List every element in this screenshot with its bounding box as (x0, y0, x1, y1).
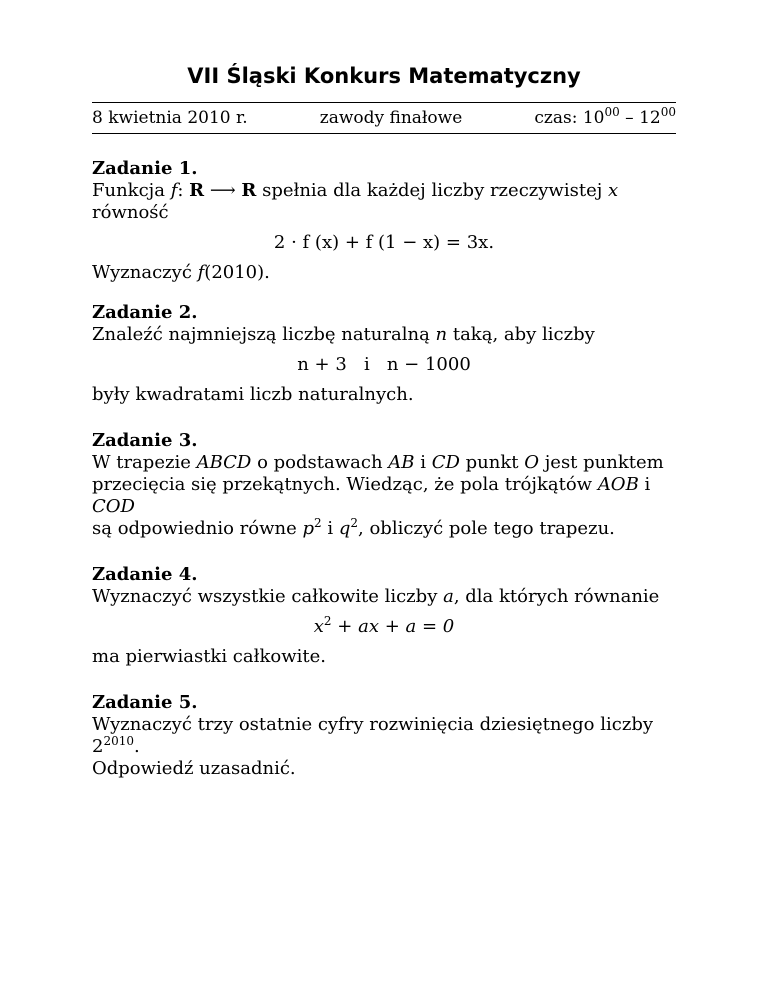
task-2 (92, 302, 676, 406)
task-title: Zadanie 1. (92, 158, 198, 179)
task-question: były kwadratami liczb naturalnych. (92, 384, 414, 405)
task-text: Znaleźć najmniejszą liczbę naturalną n taką, aby liczby (92, 324, 595, 345)
task-question: ma pierwiastki całkowite. (92, 646, 326, 667)
header-meta (92, 103, 676, 133)
task-text: Wyznaczyć wszystkie całkowite liczby a, dla których równanie (92, 586, 660, 607)
task-4 (92, 564, 676, 668)
task-title: Zadanie 5. (92, 692, 198, 713)
exam-time: czas: $10^{00} - 12^{00}$ (534, 105, 676, 128)
task-5 (92, 692, 676, 780)
task-text: W trapezie ABCD o podstawach AB i CD punkt O jest punktem przecięcia się przekątnych. Wiedząc, że pola trójkątów AOB i COD są odpowiednio równe $p^2$ i $q^2$, obliczyć pole tego trapezu. (92, 452, 664, 539)
task-title: Zadanie 4. (92, 564, 198, 585)
task-title: Zadanie 2. (92, 302, 198, 323)
task-3 (92, 430, 676, 540)
task-1 (92, 158, 676, 284)
task-formula: n + 3 i n − 1000 (297, 354, 471, 375)
page-title: VII Śląski Konkurs Matematyczny (187, 64, 581, 88)
task-question: Wyznaczyć f(2010). (92, 262, 270, 283)
task-formula: 2 · f (x) + f (1 − x) = 3x. (273, 232, 495, 253)
document-page (92, 62, 676, 780)
task-text: Wyznaczyć trzy ostatnie cyfry rozwinięcia dziesiętnego liczby $2^{2010}$. Odpowiedź uzasadnić. (92, 714, 654, 779)
exam-date: 8 kwietnia 2010 r. (92, 108, 248, 128)
task-formula: $x^2$ + ax + a = 0 (313, 614, 455, 637)
task-text: Funkcja f: R ⟶ R spełnia dla każdej liczby rzeczywistej x równość (92, 180, 619, 223)
task-title: Zadanie 3. (92, 430, 198, 451)
exam-stage: zawody finałowe (319, 108, 463, 128)
